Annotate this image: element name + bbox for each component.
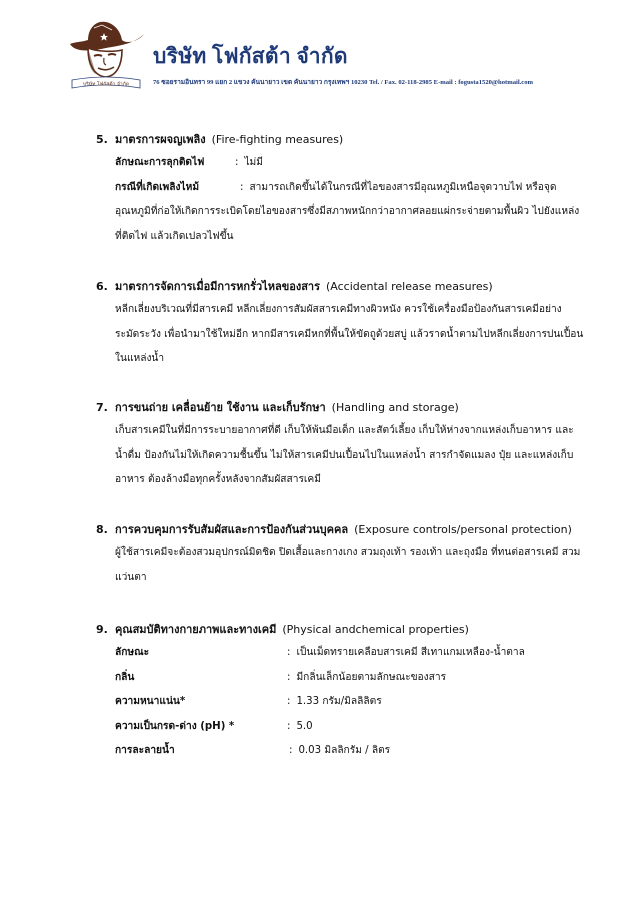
section-title: 5. มาตรการผจญเพลิง (Fire-fighting measures): [96, 133, 344, 146]
cowboy-portrait-logo-icon: [66, 14, 146, 94]
property-water-solubility: การละลายน้ำ : 0.03 มิลลิกรัม / ลิตร: [115, 745, 391, 756]
property-appearance: ลักษณะ : เป็นเม็ดทรายเคลือบสารเคมี สีเทาแกมเหลือง-น้ำตาล: [115, 647, 525, 658]
section-physical-chemical: [96, 619, 606, 764]
letterhead: [0, 0, 635, 100]
section-body: ผู้ใช้สารเคมีจะต้องสวมอุปกรณ์มิดชิด ปิดเสื้อและกางเกง สวมถุงเท้า รองเท้า และถุงมือ ที่ทนต่อสารเคมี สวม แว่นตา: [115, 547, 581, 583]
section-title: 6. มาตรการจัดการเมื่อมีการหกรั่วไหลของสาร (Accidental release measures): [96, 280, 493, 293]
field-fire-case: กรณีที่เกิดเพลิงไหม้ : สามารถเกิดขึ้นได้ในกรณีที่ไอของสารมีอุณหภูมิเหนือจุดวาบไฟ หรือจุด: [115, 181, 557, 193]
property-ph: ความเป็นกรด-ด่าง (pH) * : 5.0: [115, 720, 313, 732]
section-fire-fighting: [96, 129, 606, 249]
company-address: 76 ซอยรามอินทรา 99 แยก 2 แขวง คันนายาว เขต คันนายาว กรุงเทพฯ 10230 Tel. / Fax. 02-118-2985 E-mail : fogusta1520@hotmail.com: [153, 79, 534, 86]
section-title: 7. การขนถ่าย เคลื่อนย้าย ใช้งาน และเก็บรักษา (Handling and storage): [96, 401, 459, 414]
company-name: บริษัท โฟกัสต้า จำกัด: [153, 44, 348, 68]
section-body: เก็บสารเคมีในที่มีการระบายอากาศที่ดี เก็บให้พ้นมือเด็ก และสัตว์เลี้ยง เก็บให้ห่างจากแหล่งเก็บอาหาร และ น้ำดื่ม ป้องกันไม่ให้เกิดความชื้นขึ้น ไม่ให้สารเคมีปนเปื้อนไปในแหล่งน้ำ สารกำจัดแมลง ปุ๋ย และแหล่งเก็บ อาหาร ต้องล้างมือทุกครั้งหลังจากสัมผัสสารเคมี: [115, 425, 574, 485]
property-density: ความหนาแน่น* : 1.33 กรัม/มิลลิลิตร: [115, 696, 382, 707]
section-title: 8. การควบคุมการรับสัมผัสและการป้องกันส่วนบุคคล (Exposure controls/personal protection): [96, 523, 572, 536]
section-handling-storage: [96, 397, 606, 493]
section-body: หลีกเลี่ยงบริเวณที่มีสารเคมี หลีกเลี่ยงการสัมผัสสารเคมีทางผิวหนัง ควรใช้เครื่องมือป้องกันสารเคมีอย่าง ระมัดระวัง เพื่อนำมาใช้ใหม่อีก หากมีสารเคมีหกที่พื้นให้ขัดถูด้วยสบู่ แล้วราดน้ำตามไปหลีกเลี่ยงการปนเปื้อน ในแหล่งน้ำ: [115, 304, 584, 364]
property-odor: กลิ่น : มีกลิ่นเล็กน้อยตามลักษณะของสาร: [115, 671, 447, 683]
svg-text:บริษัท โฟกัสต้า จำกัด: บริษัท โฟกัสต้า จำกัด: [82, 81, 130, 88]
section-body: อุณหภูมิที่ก่อให้เกิดการระเบิดโดยไอของสารซึ่งมีสภาพหนักกว่าอากาศลอยแผ่กระจ่ายตามพื้นผิว ไปยังแหล่ง ที่ติดไฟ แล้วเกิดเปลวไฟขึ้น: [115, 206, 580, 242]
section-exposure-controls: [96, 519, 606, 590]
field-flammability: ลักษณะการลุกติดไฟ : ไม่มี: [115, 157, 263, 168]
section-accidental-release: [96, 276, 606, 372]
section-title: 9. คุณสมบัติทางกายภาพและทางเคมี (Physical andchemical properties): [96, 623, 469, 636]
